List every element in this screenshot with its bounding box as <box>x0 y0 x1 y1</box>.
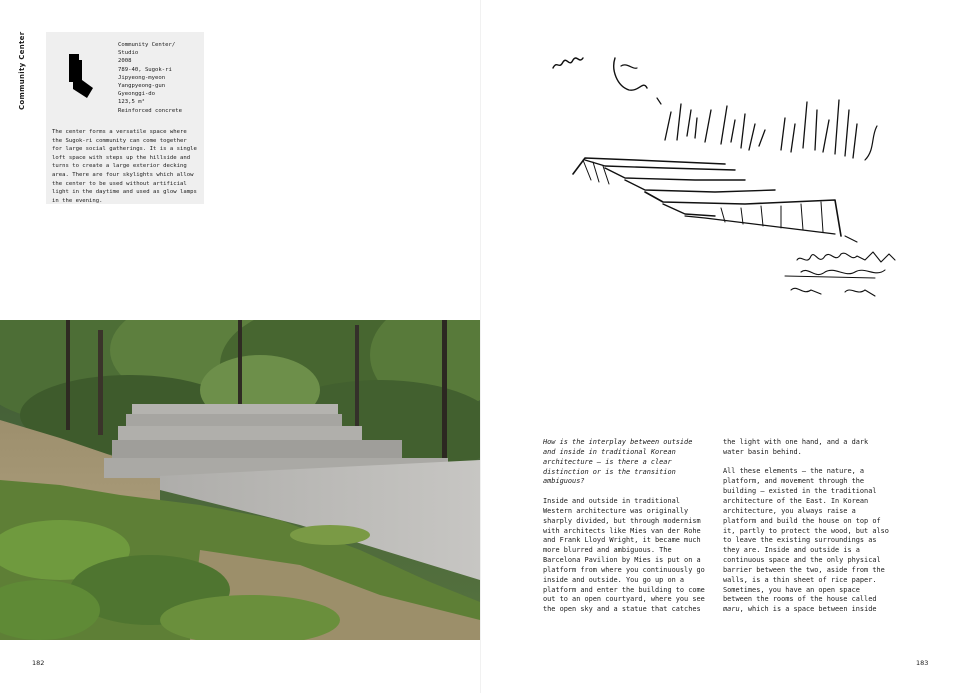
fact-line: Jipyeong-myeon <box>118 74 166 81</box>
answer-paragraph-1: Inside and outside in traditional Western architecture was originally sharply divided, but through modernism with architects like Mies van der Rohe and Frank Lloyd Wright, it became much more blurred and ambiguous. The Barcelona Pavilion by Mies is put on a platform from where you continuously go inside and outside. You go up on a platform and enter the building to come out to an open courtyard, where you see the open sky and a statue that catches <box>543 497 705 614</box>
fact-line: Yangpyeong-gun <box>118 83 166 90</box>
fact-line: Studio <box>118 50 139 57</box>
fact-line: 789-40, Sugok-ri <box>118 66 172 73</box>
text-column-right <box>723 438 893 625</box>
page-number-right: 183 <box>916 659 929 667</box>
fact-line: Reinforced concrete <box>118 107 182 114</box>
section-label <box>18 31 32 110</box>
spread-gutter <box>480 0 481 693</box>
section-label-text: Community Center <box>18 31 26 110</box>
project-facts <box>118 41 202 115</box>
fact-line: 2008 <box>118 58 132 65</box>
fact-line: 123,5 m² <box>118 99 145 106</box>
building-photo <box>0 320 480 640</box>
answer-paragraph-3 <box>723 467 893 615</box>
interview-question: How is the interplay between outside and inside in traditional Korean architecture – is there a clear distinction or is the transition ambiguous? <box>543 438 693 486</box>
para3-text-end: , which is a space between inside <box>739 605 877 614</box>
building-plan-icon <box>68 54 94 98</box>
answer-paragraph-2: the light with one hand, and a dark water basin behind. <box>723 438 869 456</box>
para3-text: All these elements – the nature, a platform, and movement through the building – existed in the traditional architecture of the East. In Korean architecture, you always raise a platform and build the house on top of it, partly to protect the wood, but also to leave the existing surroundings as they are. Inside and outside is a continuous space and the only physical barrier between the two, aside from the walls, is a thin sheet of rice paper. Sometimes, you have an open space between the rooms of the house called <box>723 467 889 604</box>
project-info-box <box>46 32 204 204</box>
fact-line: Community Center/ <box>118 42 176 48</box>
architect-sketch <box>545 40 915 310</box>
maru-term: maru <box>723 605 740 614</box>
sketch-caption: Platform of Nature April 2012 <box>795 308 813 309</box>
fact-line: Gyeonggi-do <box>118 91 156 98</box>
text-column-left <box>543 438 708 625</box>
project-description: The center forms a versatile space where the Sugok-ri community can come together for large social gatherings. It is a single loft space with steps up the hillside and turns to create a large exterior decking area. There are four skylights which allow the center to be used without artificial light in the daytime and used as glow lamps in the evening. <box>52 129 197 204</box>
page-number-left: 182 <box>32 659 45 667</box>
